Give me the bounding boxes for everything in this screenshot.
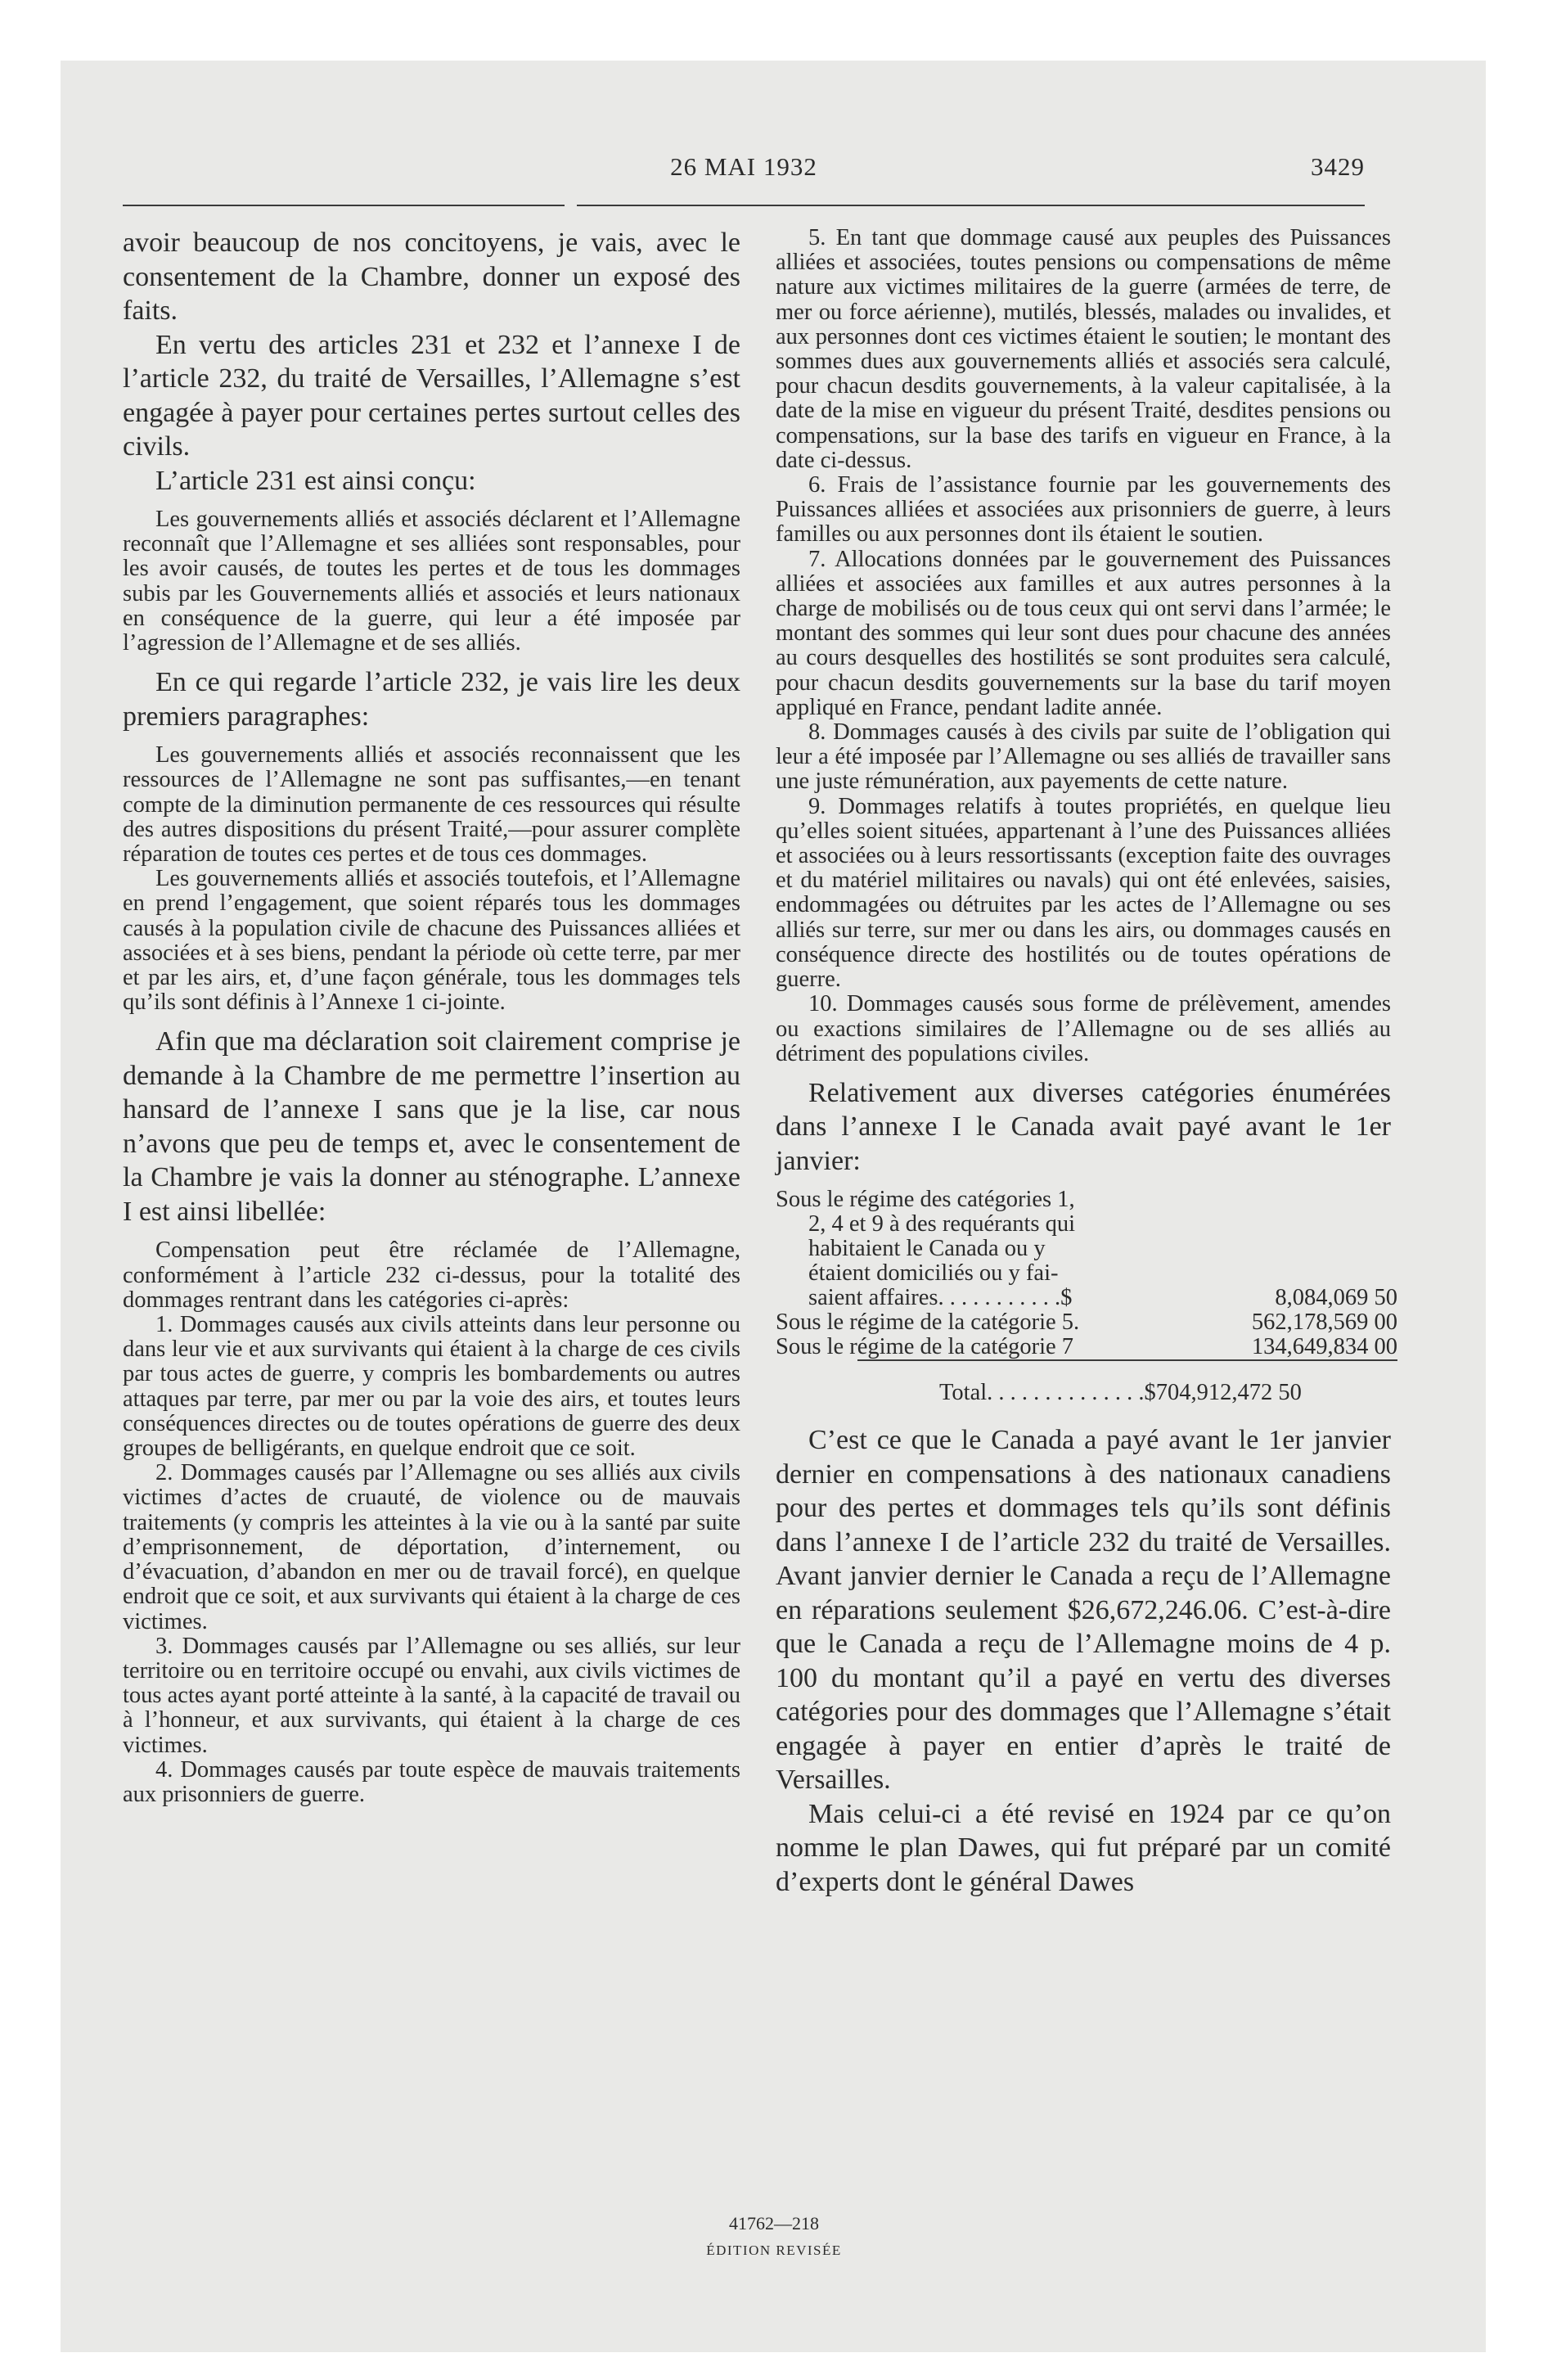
quotation: Compensation peut être réclamée de l’Allemagne, conformément à l’article 232 ci-dessus, pour la totalité des dommages rentrant dans les catégories ci-après: bbox=[123, 1237, 740, 1313]
left-column bbox=[123, 226, 740, 1807]
paragraph: Mais celui-ci a été revisé en 1924 par ce qu’on nomme le plan Dawes, qui fut préparé par un comité d’experts dont le général Dawes bbox=[776, 1798, 1391, 1897]
footer-code: 41762—218 bbox=[729, 2213, 819, 2234]
payment-label-line: Sous le régime des catégories 1, bbox=[776, 1187, 1075, 1213]
annex-item: 1. Dommages causés aux civils atteints dans leur personne ou dans leur vie et aux survivants qui étaient à la charge de ces civils par tous actes de guerre, y compris les bombardements ou autres attaques par terre, par mer ou par la voie des airs, et toutes leurs conséquences directes ou de toutes opérations de guerre des deux groupes de belligérants, en quelque endroit que ce soit. bbox=[123, 1312, 740, 1462]
payment-label-line: habitaient le Canada ou y bbox=[808, 1236, 1046, 1262]
header-rule-right bbox=[577, 205, 1365, 206]
table-row bbox=[776, 1310, 1397, 1335]
table-row bbox=[776, 1335, 1397, 1359]
running-head bbox=[123, 147, 1365, 188]
table-row bbox=[776, 1188, 1397, 1310]
annex-item: 4. Dommages causés par toute espèce de mauvais traitements aux prisonniers de guerre. bbox=[123, 1756, 740, 1807]
total-label: Total. . . . . . . . . . . . . .$704,912,472 50 bbox=[857, 1359, 1397, 1405]
payment-label-line: étaient domiciliés ou y fai- bbox=[808, 1260, 1059, 1287]
payment-amount: 8,084,069 50 bbox=[1275, 1285, 1397, 1311]
payment-label-line: saient affaires. . . . . . . . . . .$ bbox=[808, 1285, 1073, 1311]
annex-item: 3. Dommages causés par l’Allemagne ou ses alliés, sur leur territoire ou en territoire occupé ou envahi, aux civils victimes de tous actes ayant porté atteinte à la santé, à la capacité de travail ou à l’honneur, et aux survivants, qui étaient à la charge de ces victimes. bbox=[123, 1633, 740, 1758]
payment-amount: 134,649,834 00 bbox=[1251, 1334, 1397, 1360]
annex-item: 8. Dommages causés à des civils par suite de l’obligation qui leur a été imposée par l’Allemagne ou ses alliés de travailler sans une juste rémunération, aux payements de cette nature. bbox=[776, 719, 1391, 795]
payment-label-line: Sous le régime de la catégorie 5. bbox=[776, 1309, 1080, 1336]
annex-item: 5. En tant que dommage causé aux peuples des Puissances alliées et associées, toutes pensions ou compensations de même nature aux victimes militaires de la guerre (armées de terre, de mer ou force aérienne), mutilés, blessés, malades ou invalides, et aux personnes dont ces victimes étaient le soutien; le montant des sommes dues aux gouvernements alliés et associés sera calculé, pour chacun desdits gouvernements, à la valeur capitalisée, à la date de la mise en vigueur du présent Traité, desdites pensions ou compensations, sur la base des tarifs en vigueur en France, à la date ci-dessus. bbox=[776, 225, 1391, 473]
paragraph: avoir beaucoup de nos concitoyens, je vais, avec le consentement de la Chambre, donner un exposé des faits. bbox=[123, 228, 740, 326]
footer-edition: ÉDITION REVISÉE bbox=[706, 2243, 842, 2258]
payment-label-line: Sous le régime de la catégorie 7 bbox=[776, 1334, 1074, 1360]
payment-amount: 562,178,569 00 bbox=[1251, 1309, 1397, 1336]
page-number: 3429 bbox=[1311, 152, 1365, 181]
right-column bbox=[776, 225, 1397, 1899]
header-rule-left bbox=[123, 205, 565, 206]
annex-item: 9. Dommages relatifs à toutes propriétés, en quelque lieu qu’elles soient situées, appartenant à l’une des Puissances alliées et associées ou à leurs ressortissants (exception faite des ouvrages et du matériel militaires ou navals) qui ont été enlevées, saisies, endommagées ou détruites par les actes de l’Allemagne ou ses alliés sur terre, sur mer ou dans les airs, ou dommages causés en conséquence directe des hostilités ou de toutes opérations de guerre. bbox=[776, 793, 1391, 993]
paragraph: L’article 231 est ainsi conçu: bbox=[155, 465, 476, 496]
paragraph: C’est ce que le Canada a payé avant le 1er janvier dernier en compensations à des nationaux canadiens pour des pertes et dommages tels qu’ils sont définis dans l’annexe I de l’article 232 du traité de Versailles. Avant janvier dernier le Canada a reçu de l’Allemagne en réparations seulement $26,672,246.06. C’est-à-dire que le Canada a reçu de l’Allemagne moins de 4 p. 100 du montant qu’il a payé en vertu des diverses catégories pour des dommages que l’Allemagne s’était engagée à payer en entier d’après le traité de Versailles. bbox=[776, 1425, 1391, 1796]
quotation: Les gouvernements alliés et associés déclarent et l’Allemagne reconnaît que l’Allemagne et ses alliées sont responsables, pour les avoir causés, de toutes les pertes et de tous les dommages subis par les Gouvernements alliés et associés et leurs nationaux en conséquence de la guerre, qui leur a été imposée par l’agression de l’Allemagne et de ses alliés. bbox=[123, 507, 740, 656]
paragraph: En vertu des articles 231 et 232 et l’annexe I de l’article 232, du traité de Versailles, l’Allemagne s’est engagée à payer pour certaines pertes surtout celles des civils. bbox=[123, 329, 740, 462]
paragraph: En ce qui regarde l’article 232, je vais lire les deux premiers paragraphes: bbox=[123, 667, 740, 732]
annex-item: 10. Dommages causés sous forme de prélèvement, amendes ou exactions similaires de l’Allemagne ou de ses alliés au détriment des populations civiles. bbox=[776, 991, 1391, 1066]
paragraph: Relativement aux diverses catégories énumérées dans l’annexe I le Canada avait payé avant le 1er janvier: bbox=[776, 1077, 1391, 1176]
payments-table bbox=[776, 1188, 1397, 1405]
annex-item: 7. Allocations données par le gouvernement des Puissances alliées et associées aux familles et aux autres personnes à la charge de mobilisés ou de tous ceux qui ont servi dans l’armée; le montant des sommes qui leur sont dues pour chacune des années au cours desquelles des hostilités se sont produites sera calculé, pour chacun desdits gouvernements sur la base du tarif moyen appliqué en France, pendant ladite année. bbox=[776, 546, 1391, 720]
header-date: 26 MAI 1932 bbox=[670, 152, 817, 181]
quotation: Les gouvernements alliés et associés reconnaissent que les ressources de l’Allemagne ne sont pas suffisantes,—en tenant compte de la diminution permanente de ces ressources qui résulte des autres dispositions du présent Traité,—pour assurer complète réparation de toutes ces pertes et de tous ces dommages. bbox=[123, 742, 740, 868]
annex-item: 2. Dommages causés par l’Allemagne ou ses alliés aux civils victimes d’actes de cruauté, de violence ou de mauvais traitements (y compris les atteintes à la vie ou à la santé par suite d’emprisonnement, de déportation, d’internement, ou d’évacuation, d’abandon en mer ou de travail forcé), en quelque endroit que ce soit, et aux survivants qui étaient à la charge de ces victimes. bbox=[123, 1460, 740, 1634]
payment-label-line: 2, 4 et 9 à des requérants qui bbox=[808, 1211, 1076, 1237]
quotation: Les gouvernements alliés et associés toutefois, et l’Allemagne en prend l’engagement, que soient réparés tous les dommages causés à la population civile de chacune des Puissances alliées et associées et à ses biens, pendant la période où cette terre, par mer et par les airs, et, d’une façon générale, tous les dommages tels qu’ils sont définis à l’Annexe 1 ci-jointe. bbox=[123, 866, 740, 1016]
total-row bbox=[776, 1359, 1397, 1405]
annex-item: 6. Frais de l’assistance fournie par les gouvernements des Puissances alliées et associées aux prisonniers de guerre, à leurs familles ou aux personnes dont ils étaient le soutien. bbox=[776, 472, 1391, 548]
paragraph: Afin que ma déclaration soit clairement comprise je demande à la Chambre de me permettre l’insertion au hansard de l’annexe I sans que je la lise, car nous n’avons que peu de temps et, avec le consentement de la Chambre je vais la donner au sténographe. L’annexe I est ainsi libellée: bbox=[123, 1026, 740, 1227]
